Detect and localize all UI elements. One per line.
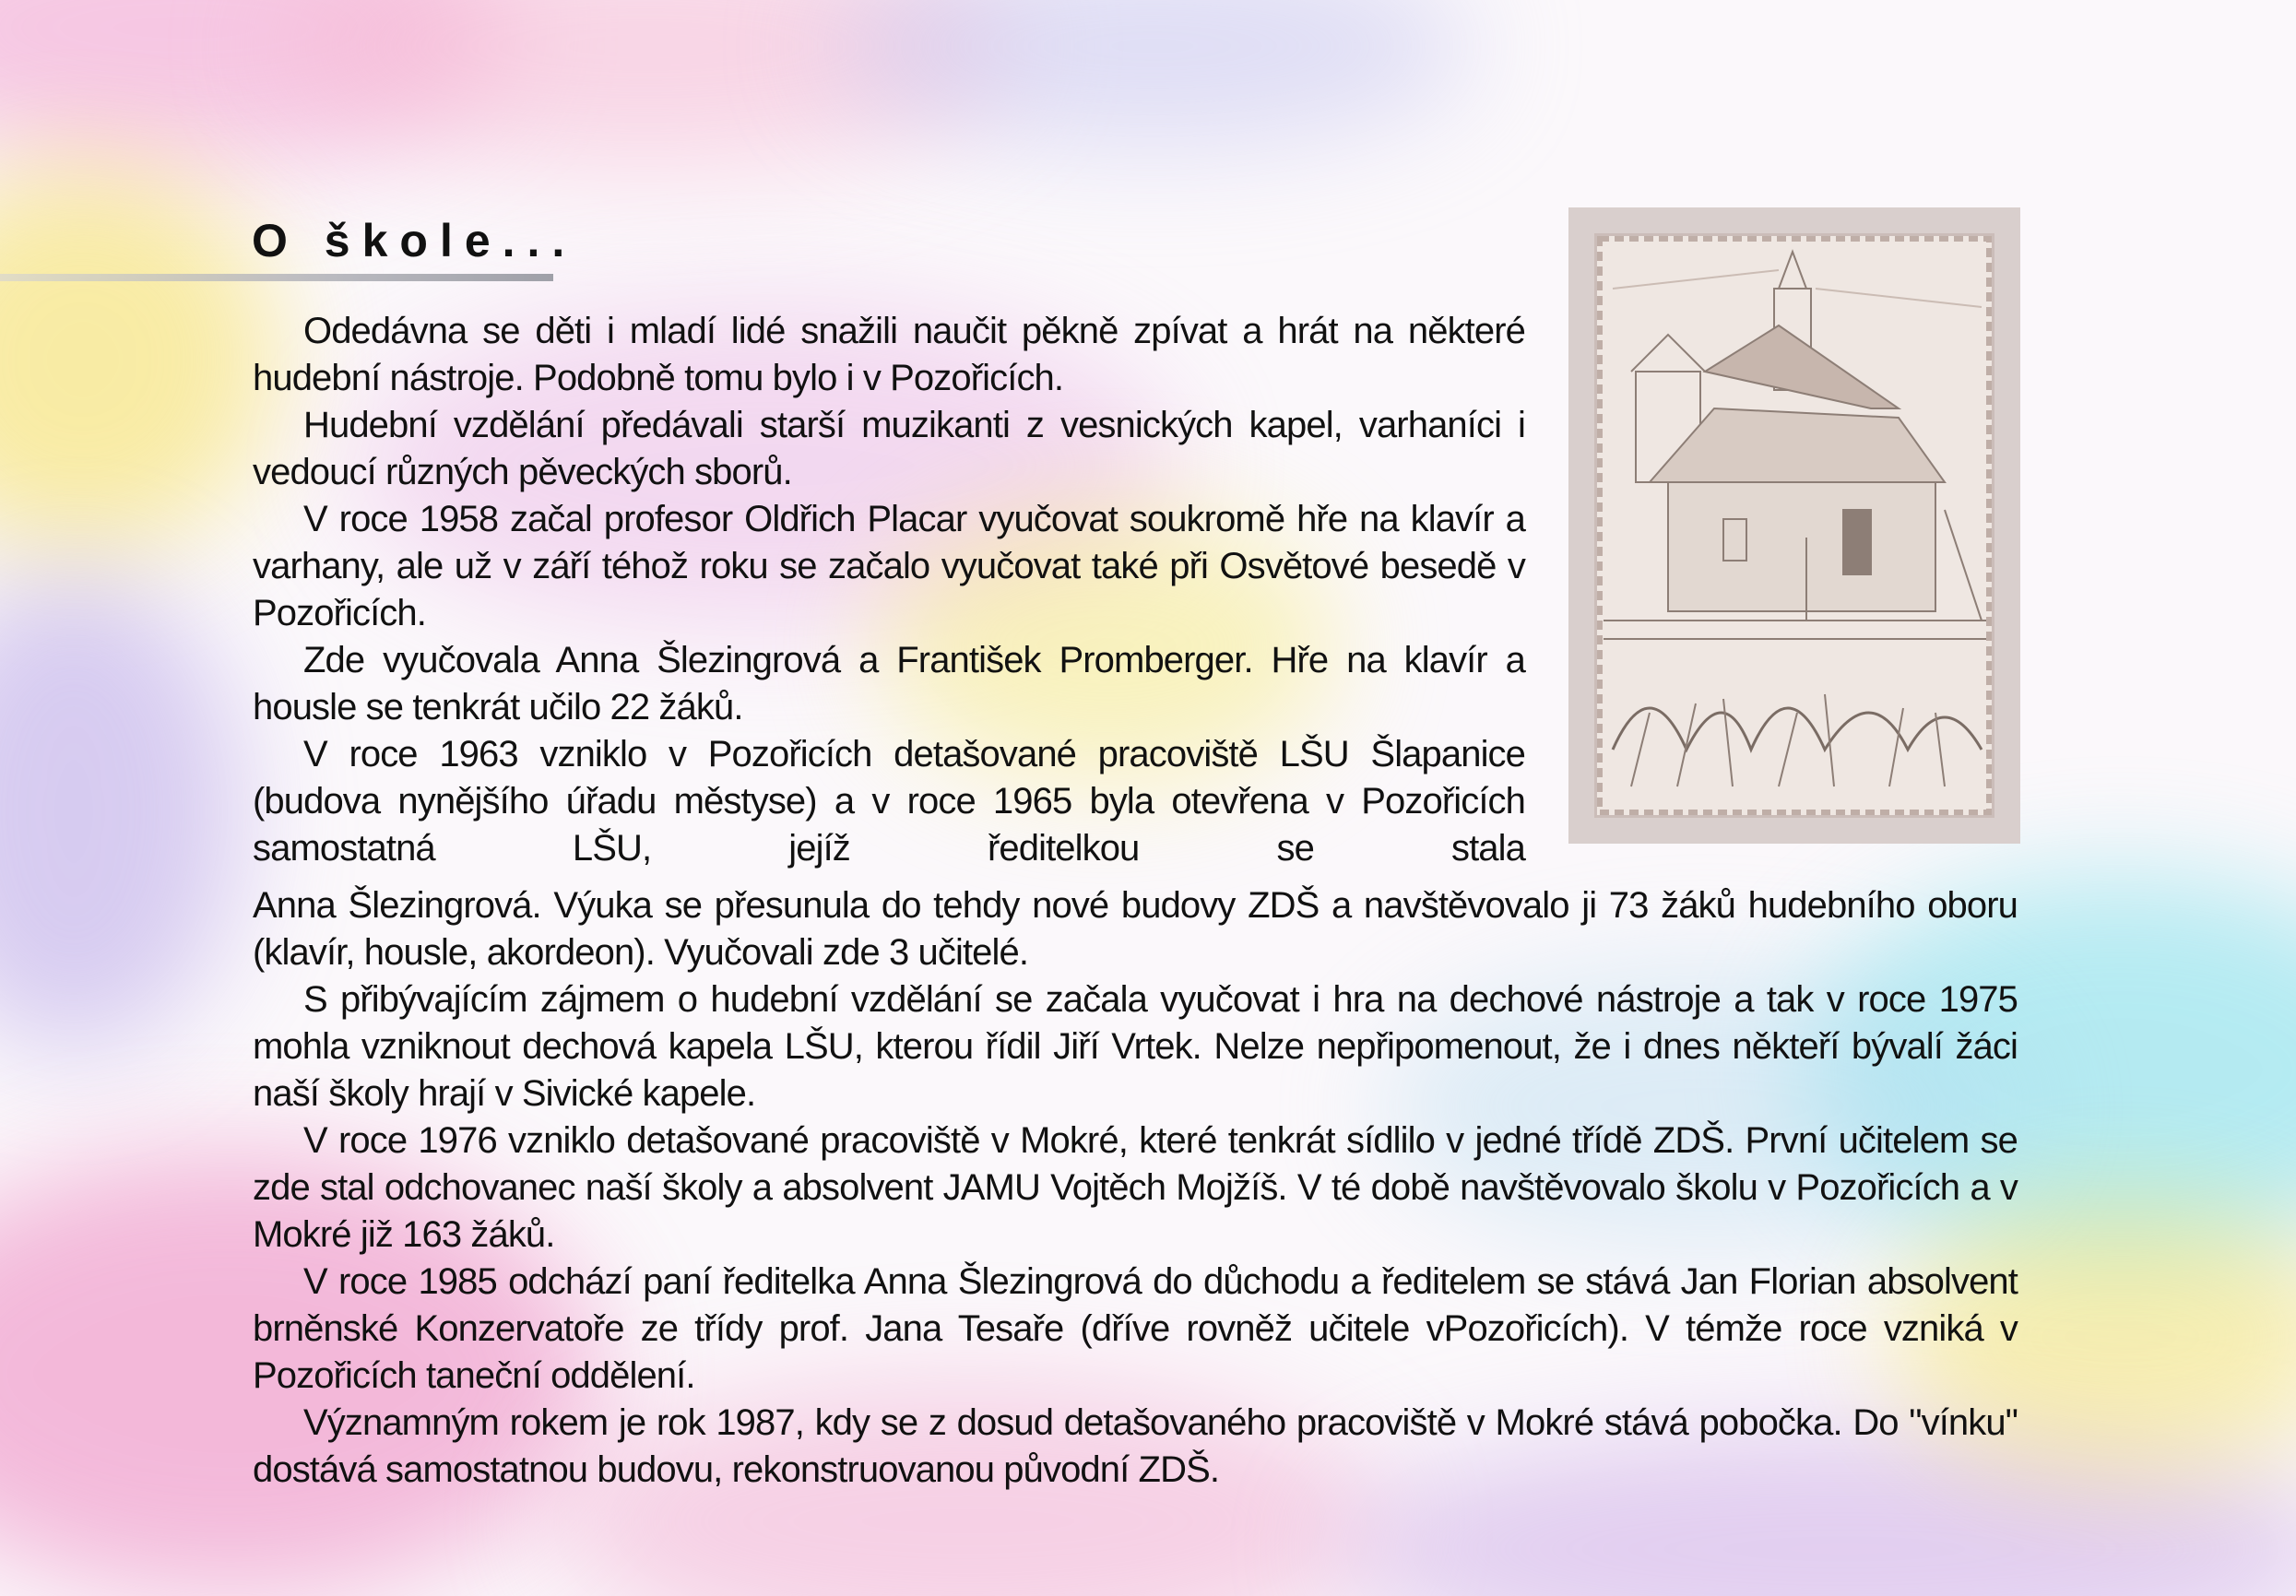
paragraph-9: Významným rokem je rok 1987, kdy se z dosud detašovaného pracoviště v Mokré stává pobočka. Do "vínku" dostává samostatnou budovu, rekonstruovanou původní ZDŠ. xyxy=(253,1402,2018,1490)
paragraph-8: V roce 1985 odchází paní ředitelka Anna Šlezingrová do důchodu a ředitelem se stává Jan Florian absolvent brněnské Konzervatoře ze třídy prof. Jana Tesaře (dříve rovněž učitele vPozořicích). V témže roce vzniká v Pozořicích taneční oddělení. xyxy=(253,1261,2018,1396)
paragraph-5-end: Anna Šlezingrová. Výuka se přesunula do tehdy nové budovy ZDŠ a navštěvovalo ji 73 žáků hudebního oboru (klavír, housle, akordeon). Vyučovali zde 3 učitelé. xyxy=(253,885,2018,973)
paragraph-5-start: V roce 1963 vzniklo v Pozořicích detašované pracoviště LŠU Šlapanice (budova nynějšího úřadu městyse) a v roce 1965 byla otevřena v Pozořicích samostatná LŠU, jejíž ředitelkou se stala xyxy=(253,734,1525,869)
paragraph-7: V roce 1976 vzniklo detašované pracoviště v Mokré, které tenkrát sídlilo v jedné třídě ZDŠ. První učitelem se zde stal odchovanec naší školy a absolvent JAMU Vojtěch Mojžíš. V té době navštěvovalo školu v Pozořicích a v Mokré již 163 žáků. xyxy=(253,1120,2018,1255)
paragraph-3: V roce 1958 začal profesor Oldřich Placar vyučovat soukromě hře na klavír a varhany, ale už v září téhož roku se začalo vyučovat také při Osvětové besedě v Pozořicích. xyxy=(253,499,1525,633)
paragraph-2: Hudební vzdělání předávali starší muzikanti z vesnických kapel, varhaníci i vedoucí různých pěveckých sborů. xyxy=(253,405,1525,492)
church-sketch-icon xyxy=(1594,233,1994,818)
main-text-column xyxy=(253,882,2018,1494)
paragraph-6: S přibývajícím zájmem o hudební vzdělání se začala vyučovat i hra na dechové nástroje a tak v roce 1975 mohla vzniknout dechová kapela LŠU, kterou řídil Jiří Vrtek. Nelze nepřipomenout, že i dnes někteří bývalí žáci naší školy hrají v Sivické kapele. xyxy=(253,979,2018,1114)
intro-text-column xyxy=(253,308,1525,872)
title-underline xyxy=(0,274,553,281)
paragraph-4: Zde vyučovala Anna Šlezingrová a František Promberger. Hře na klavír a housle se tenkrát učilo 22 žáků. xyxy=(253,640,1525,727)
page-title: O škole... xyxy=(252,215,577,266)
church-illustration xyxy=(1568,207,2020,844)
paragraph-1: Odedávna se děti i mladí lidé snažili naučit pěkně zpívat a hrát na některé hudební nástroje. Podobně tomu bylo i v Pozořicích. xyxy=(253,311,1525,398)
